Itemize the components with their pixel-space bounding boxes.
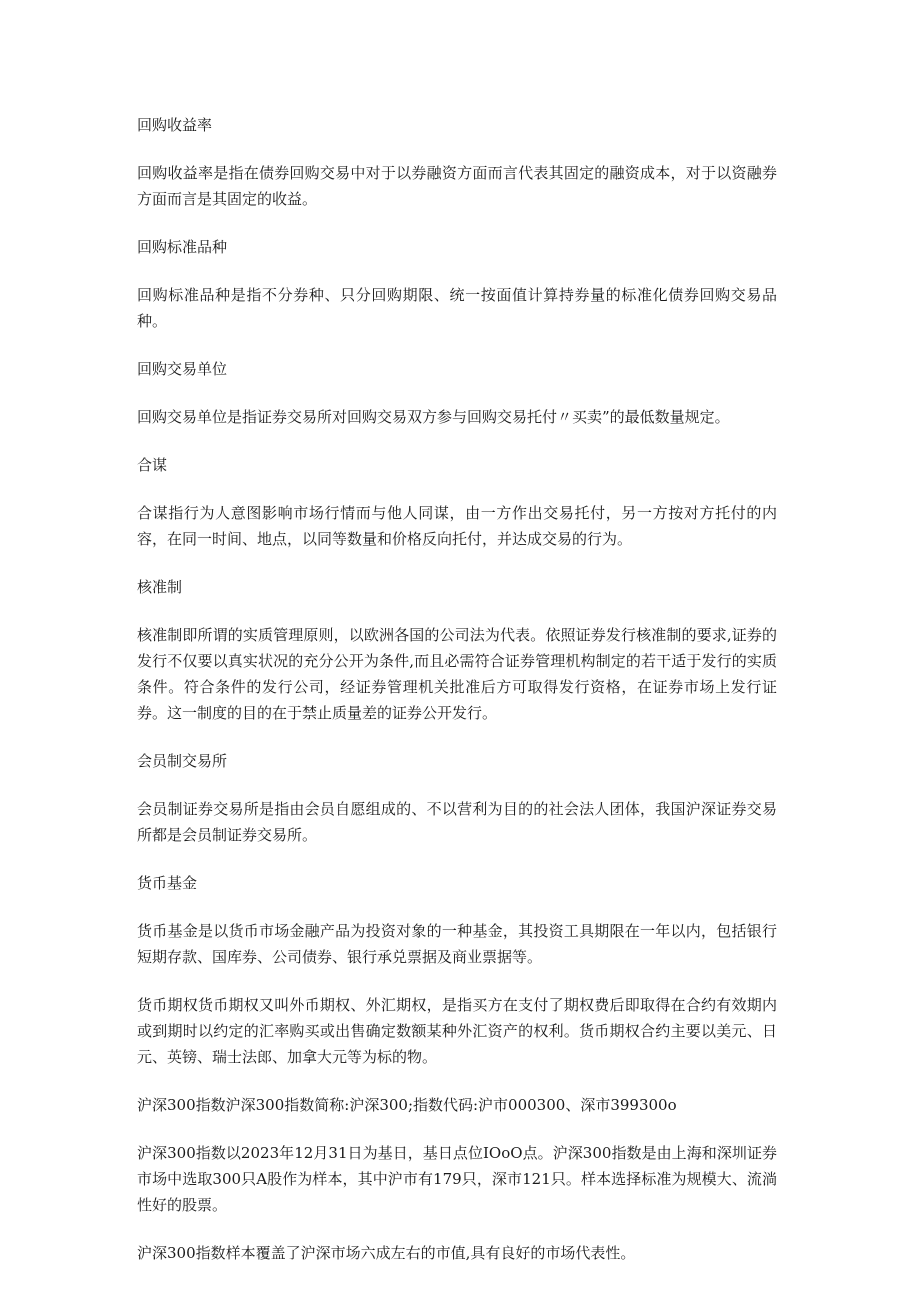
section-repo-standard-product bbox=[137, 234, 777, 334]
section-collusion bbox=[137, 452, 777, 552]
section-heading: 合谋 bbox=[137, 456, 168, 474]
currency-option-paragraph: 货币期权货币期权又叫外币期权、外汇期权，是指买方在支付了期权费后即取得在合约有效期内或到期时以约定的汇率购买或出售确定数额某种外汇资产的权利。货币期权合约主要以美元、日元、英镑、瑞士法郎、加拿大元等为标的物。 bbox=[137, 996, 777, 1066]
section-member-exchange bbox=[137, 748, 777, 848]
csi300-coverage-paragraph: 沪深300指数样本覆盖了沪深市场六成左右的市值,具有良好的市场代表性。 bbox=[137, 1244, 636, 1262]
document-page bbox=[137, 112, 777, 1288]
section-paragraph: 货币基金是以货币市场金融产品为投资对象的一种基金，其投资工具期限在一年以内，包括银行短期存款、国库券、公司债券、银行承兑票据及商业票据等。 bbox=[137, 922, 777, 966]
section-heading: 货币基金 bbox=[137, 874, 198, 892]
csi300-base-paragraph: 沪深300指数以2023年12月31日为基日，基日点位IOoO点。沪深300指数是由上海和深圳证券市场中选取300只A股作为样本，其中沪市有179只，深市121只。样本选择标准为规模大、流淌性好的股票。 bbox=[137, 1144, 777, 1214]
section-paragraph: 回购交易单位是指证券交易所对回购交易双方参与回购交易托付〃买卖”的最低数量规定。 bbox=[137, 408, 730, 426]
section-money-fund bbox=[137, 870, 777, 970]
section-paragraph: 核准制即所谓的实质管理原则，以欧洲各国的公司法为代表。依照证券发行核准制的要求,证券的发行不仅要以真实状况的充分公开为条件,而且必需符合证券管理机构制定的若干适于发行的实质条件。符合条件的发行公司，经证券管理机关批准后方可取得发行资格，在证券市场上发行证券。这一制度的目的在于禁止质量差的证券公开发行。 bbox=[137, 626, 777, 722]
section-heading: 回购交易单位 bbox=[137, 360, 228, 378]
section-paragraph: 回购标准品种是指不分券种、只分回购期限、统一按面值计算持券量的标准化债券回购交易品种。 bbox=[137, 286, 777, 330]
section-approval-system bbox=[137, 574, 777, 726]
section-paragraph: 回购收益率是指在债券回购交易中对于以券融资方面而言代表其固定的融资成本，对于以资融券方面而言是其固定的收益。 bbox=[137, 164, 777, 208]
section-paragraph: 合谋指行为人意图影响市场行情而与他人同谋，由一方作出交易托付，另一方按对方托付的内容，在同一时间、地点，以同等数量和价格反向托付，并达成交易的行为。 bbox=[137, 504, 777, 548]
section-heading: 回购收益率 bbox=[137, 116, 213, 134]
section-heading: 核准制 bbox=[137, 578, 183, 596]
section-heading: 回购标准品种 bbox=[137, 238, 228, 256]
section-paragraph: 会员制证券交易所是指由会员自愿组成的、不以营利为目的的社会法人团体，我国沪深证券交易所都是会员制证券交易所。 bbox=[137, 800, 777, 844]
csi300-code-paragraph: 沪深300指数沪深300指数简称:沪深300;指数代码:沪市000300、深市399300o bbox=[137, 1096, 677, 1114]
section-repo-trading-unit bbox=[137, 356, 777, 430]
section-heading: 会员制交易所 bbox=[137, 752, 228, 770]
section-repo-yield bbox=[137, 112, 777, 212]
